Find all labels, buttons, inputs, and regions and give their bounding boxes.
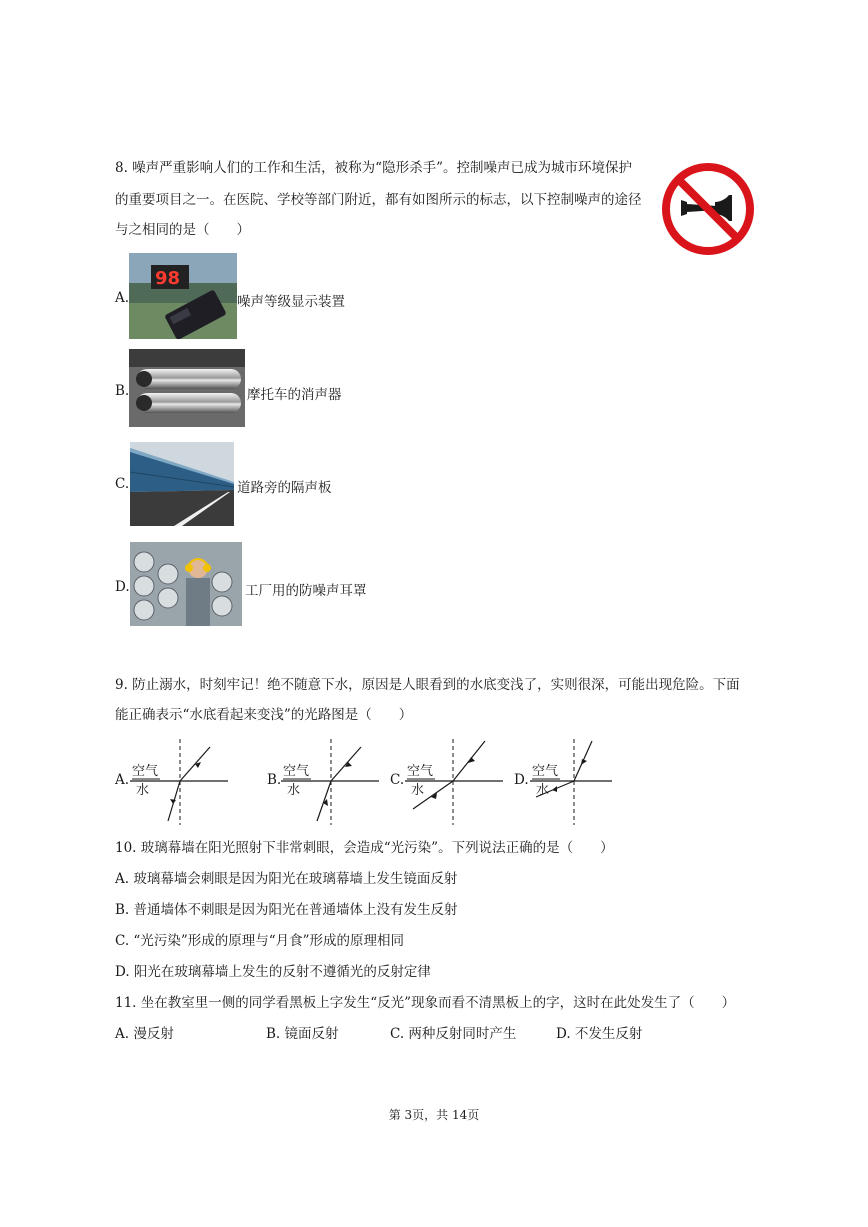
- q8-stem-line-1: 8. 噪声严重影响人们的工作和生活，被称为“隐形杀手”。控制噪声已成为城市环境保护: [115, 160, 632, 176]
- muffler-photo: [129, 349, 245, 427]
- no-honking-icon: [661, 162, 755, 256]
- q9-option-c-letter: C.: [390, 772, 405, 788]
- q9-stem-line-2: 能正确表示“水底看起来变浅”的光路图是（ ）: [115, 707, 413, 723]
- air-label: 空气: [132, 764, 159, 779]
- q11-option-d: D. 不发生反射: [556, 1026, 643, 1042]
- q8-option-a-letter: A.: [115, 290, 130, 306]
- q8-stem-line-2: 的重要项目之一。在医院、学校等部门附近，都有如图所示的标志，以下控制噪声的途径: [115, 192, 642, 208]
- air-label: 空气: [283, 764, 310, 779]
- q9-option-b-letter: B.: [267, 772, 282, 788]
- air-label: 空气: [407, 764, 434, 779]
- meter-reading: 98: [155, 268, 181, 289]
- q9-stem-line-1: 9. 防止溺水，时刻牢记！绝不随意下水，原因是人眼看到的水底变浅了，实则很深，可能出现危险。下面: [115, 677, 740, 693]
- q10-option-c: C. “光污染”形成的原理与“月食”形成的原理相同: [115, 933, 405, 949]
- q10-option-d: D. 阳光在玻璃幕墙上发生的反射不遵循光的反射定律: [115, 964, 431, 980]
- water-label: 水: [536, 783, 550, 798]
- earmuff-worker-photo: [130, 542, 242, 626]
- q10-option-a: A. 玻璃幕墙会刺眼是因为阳光在玻璃幕墙上发生镜面反射: [115, 871, 458, 887]
- q9-diagram-a: [130, 737, 230, 827]
- q9-diagram-d: [530, 737, 630, 827]
- water-label: 水: [287, 783, 301, 798]
- noise-meter-photo: [129, 253, 237, 339]
- q11-option-b: B. 镜面反射: [266, 1026, 339, 1042]
- q8-option-d-letter: D.: [115, 579, 130, 595]
- q9-option-a-letter: A.: [115, 772, 130, 788]
- q11-option-c: C. 两种反射同时产生: [390, 1026, 517, 1042]
- q11-option-a: A. 漫反射: [115, 1026, 174, 1042]
- q9-diagram-c: [405, 737, 505, 827]
- q8-option-c-letter: C.: [115, 476, 130, 492]
- q9-diagram-b: [281, 737, 381, 827]
- q9-option-d-letter: D.: [514, 772, 529, 788]
- q10-option-b: B. 普通墙体不刺眼是因为阳光在普通墙体上没有发生反射: [115, 902, 458, 918]
- q11-stem: 11. 坐在教室里一侧的同学看黑板上字发生“反光”现象而看不清黑板上的字，这时在此处发生了（ ）: [115, 995, 736, 1011]
- q8-option-b-caption: 摩托车的消声器: [247, 387, 342, 403]
- q8-option-a-caption: 噪声等级显示装置: [237, 294, 345, 310]
- water-label: 水: [411, 783, 425, 798]
- q8-option-c-caption: 道路旁的隔声板: [237, 480, 332, 496]
- sound-barrier-photo: [130, 442, 234, 526]
- q8-option-d-caption: 工厂用的防噪声耳罩: [245, 583, 367, 599]
- page-footer: 第 3页，共 14页: [388, 1108, 480, 1122]
- water-label: 水: [136, 783, 150, 798]
- q8-option-b-letter: B.: [115, 383, 130, 399]
- air-label: 空气: [532, 764, 559, 779]
- q10-stem: 10. 玻璃幕墙在阳光照射下非常刺眼，会造成“光污染”。下列说法正确的是（ ）: [115, 840, 614, 856]
- q8-stem-line-3: 与之相同的是（ ）: [115, 222, 250, 238]
